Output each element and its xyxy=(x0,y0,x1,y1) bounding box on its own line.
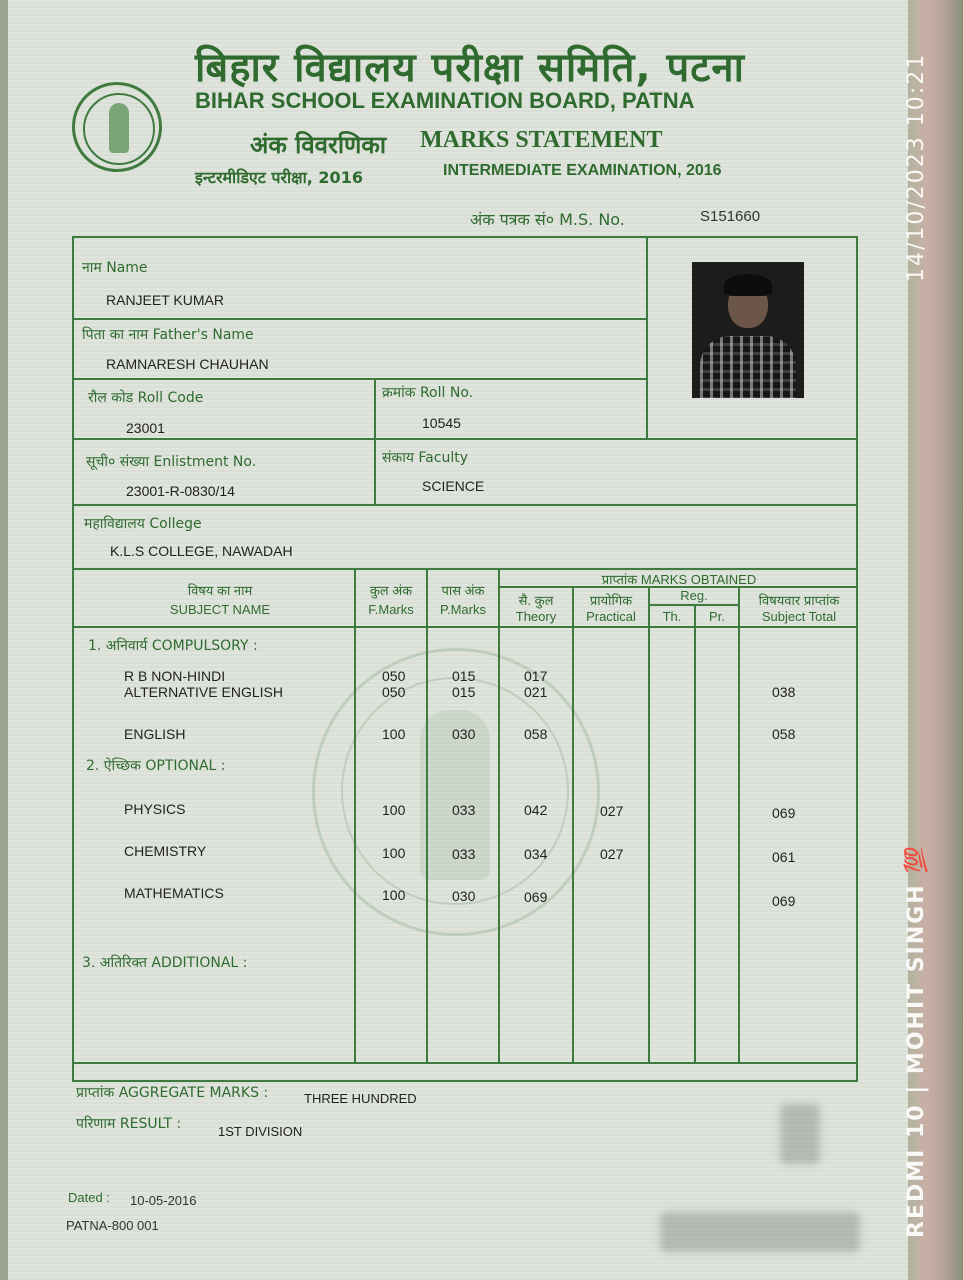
camera-timestamp: 14/10/2023 10:21 xyxy=(904,52,929,282)
reg-header: Reg. xyxy=(680,588,708,603)
name-label: नाम Name xyxy=(82,260,148,276)
theory-header-hindi: सै. कुल xyxy=(518,593,554,608)
subject-pmarks: 015 xyxy=(452,684,476,700)
ms-no-label: अंक पत्रक सं० M.S. No. xyxy=(470,210,625,229)
pmarks-header: P.Marks xyxy=(440,602,486,617)
board-name-hindi: बिहार विद्यालय परीक्षा समिति, पटना xyxy=(195,45,745,91)
college-name: K.L.S COLLEGE, NAWADAH xyxy=(110,543,293,559)
subject-total: 069 xyxy=(772,805,796,821)
subject-theory: 069 xyxy=(524,889,548,905)
faculty: SCIENCE xyxy=(422,478,485,494)
section-additional: 3. अतिरिक्त ADDITIONAL : xyxy=(82,955,248,971)
enlistment-label: सूची० संख्या Enlistment No. xyxy=(86,454,257,470)
roll-code: 23001 xyxy=(126,420,165,436)
subject-pmarks: 033 xyxy=(452,846,476,862)
blurred-stamp xyxy=(780,1104,820,1164)
subject-fmarks: 050 xyxy=(382,668,406,684)
subject-theory: 017 xyxy=(524,668,548,684)
father-name-label: पिता का नाम Father's Name xyxy=(82,327,254,343)
pmarks-header-hindi: पास अंक xyxy=(441,583,485,598)
ms-no-value: S151660 xyxy=(700,208,761,225)
subject-pmarks: 030 xyxy=(452,888,476,904)
subject-header: SUBJECT NAME xyxy=(169,602,271,617)
col-fmarks xyxy=(354,568,356,1062)
subject-fmarks: 050 xyxy=(382,684,406,700)
subject-fmarks: 100 xyxy=(382,887,406,903)
subject-name: ENGLISH xyxy=(124,726,186,742)
practical-header-hindi: प्रायोगिक xyxy=(589,593,633,608)
section-compulsory: 1. अनिवार्य COMPULSORY : xyxy=(88,638,258,654)
exam-title-hindi: इन्टरमीडिएट परीक्षा, 2016 xyxy=(195,168,363,187)
place: PATNA-800 001 xyxy=(66,1218,159,1233)
subject-total-header-hindi: विषयवार प्राप्तांक xyxy=(758,593,840,608)
subject-total: 038 xyxy=(772,684,796,700)
col-practical xyxy=(572,586,574,1062)
col-reg-pr xyxy=(694,604,696,1062)
subject-practical: 027 xyxy=(600,803,624,819)
subject-theory: 042 xyxy=(524,802,548,818)
reg-th-header: Th. xyxy=(662,609,682,624)
subject-total-header: Subject Total xyxy=(761,609,837,624)
marks-obtained-header: प्राप्तांक MARKS OBTAINED xyxy=(601,572,757,587)
subject-pmarks: 030 xyxy=(452,726,476,742)
subject-theory: 034 xyxy=(524,846,548,862)
subject-fmarks: 100 xyxy=(382,845,406,861)
divider-enlistment xyxy=(72,504,858,506)
subject-name: CHEMISTRY xyxy=(124,843,207,859)
enlistment-no: 23001-R-0830/14 xyxy=(126,483,235,499)
exam-title-english: INTERMEDIATE EXAMINATION, 2016 xyxy=(443,162,722,179)
subject-name: MATHEMATICS xyxy=(124,885,224,901)
col-reg-th xyxy=(648,586,650,1062)
board-name-english: BIHAR SCHOOL EXAMINATION BOARD, PATNA xyxy=(195,88,695,113)
divider-roll xyxy=(72,438,858,440)
divider-reg xyxy=(648,604,738,606)
student-photo xyxy=(692,262,804,398)
divider-roll-mid xyxy=(374,378,376,504)
faculty-label: संकाय Faculty xyxy=(382,450,468,466)
camera-watermark: REDMI 10 | MOHIT SINGH 💯 xyxy=(904,844,929,1238)
reg-pr-header: Pr. xyxy=(709,609,725,624)
roll-no: 10545 xyxy=(422,415,461,431)
roll-no-label: क्रमांक Roll No. xyxy=(382,385,474,401)
subject-pmarks: 033 xyxy=(452,802,476,818)
practical-header: Practical xyxy=(586,609,636,624)
result-value: 1ST DIVISION xyxy=(218,1124,303,1139)
subject-pmarks: 015 xyxy=(452,668,476,684)
dated-value: 10-05-2016 xyxy=(130,1193,197,1208)
result-label: परिणाम RESULT : xyxy=(76,1116,182,1132)
divider-table-bottom xyxy=(72,1062,858,1064)
col-pmarks xyxy=(426,568,428,1062)
subject-name: ALTERNATIVE ENGLISH xyxy=(124,684,283,700)
col-total xyxy=(738,586,740,1062)
subject-theory: 058 xyxy=(524,726,548,742)
subject-total: 061 xyxy=(772,849,796,865)
subject-name: R B NON-HINDI xyxy=(124,668,226,684)
dated-label: Dated : xyxy=(68,1190,110,1205)
subject-practical: 027 xyxy=(600,846,624,862)
aggregate-value: THREE HUNDRED xyxy=(304,1091,417,1106)
section-optional: 2. ऐच्छिक OPTIONAL : xyxy=(86,758,226,774)
divider-father xyxy=(72,378,648,380)
col-theory xyxy=(498,568,500,1062)
subject-header-hindi: विषय का नाम xyxy=(187,583,253,598)
divider-name xyxy=(72,318,648,320)
fmarks-header-hindi: कुल अंक xyxy=(369,583,413,598)
college-label: महाविद्यालय College xyxy=(84,516,202,532)
fmarks-header: F.Marks xyxy=(368,602,414,617)
student-name: RANJEET KUMAR xyxy=(106,292,224,308)
aggregate-label: प्राप्तांक AGGREGATE MARKS : xyxy=(76,1085,269,1101)
photo-divider xyxy=(646,236,648,438)
theory-header: Theory xyxy=(515,609,557,624)
subject-total: 058 xyxy=(772,726,796,742)
subject-total: 069 xyxy=(772,893,796,909)
father-name: RAMNARESH CHAUHAN xyxy=(106,356,269,372)
statement-title-english: MARKS STATEMENT xyxy=(420,127,663,153)
statement-title-hindi: अंक विवरणिका xyxy=(250,131,387,159)
subject-fmarks: 100 xyxy=(382,802,406,818)
board-seal-icon xyxy=(72,82,162,172)
subject-fmarks: 100 xyxy=(382,726,406,742)
subject-name: PHYSICS xyxy=(124,801,186,817)
divider-table-header xyxy=(72,626,858,628)
blurred-signature xyxy=(660,1212,860,1252)
subject-theory: 021 xyxy=(524,684,548,700)
roll-code-label: रौल कोड Roll Code xyxy=(88,390,204,406)
